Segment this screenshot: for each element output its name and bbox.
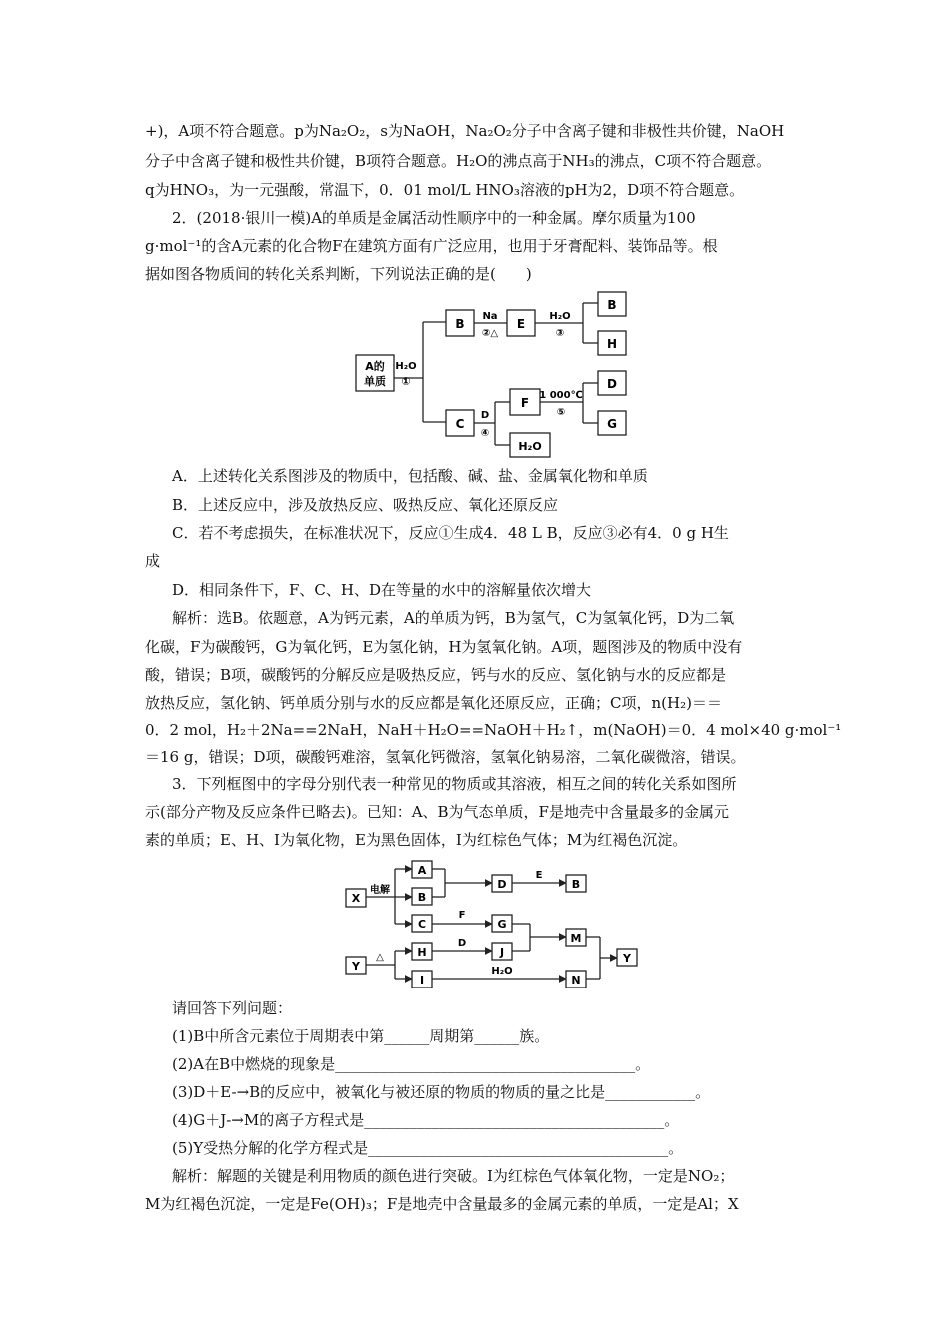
reagent-label: F [458,910,466,921]
text-line: 放热反应，氢化钠、钙单质分别与水的反应都是氧化还原反应，正确；C项，n(H₂)＝＝ [145,694,722,712]
option-a: A．上述转化关系图涉及的物质中，包括酸、碱、盐、金属氧化物和单质 [172,467,648,485]
sub-question-3: (3)D＋E-→B的反应中，被氧化与被还原的物质的物质的量之比是____________。 [172,1083,711,1101]
box-label: N [571,974,581,987]
box-label: C [455,417,465,431]
text-line: 0．2 mol，H₂＋2Na==2NaH，NaH＋H₂O==NaOH＋H₂↑，m(NaOH)＝0．4 mol×40 g·mol⁻¹ [145,721,842,739]
text-line: 示(部分产物及反应条件已略去)。已知：A、B为气态单质，F是地壳中含量最多的金属元 [145,803,729,821]
box-label: H₂O [518,440,542,453]
sub-question-1: (1)B中所含元素位于周期表中第______周期第______族。 [172,1027,550,1045]
text-line: 素的单质；E、H、I为氧化物，E为黑色固体，I为红棕色气体；M为红褐色沉淀。 [145,831,688,849]
option-d: D．相同条件下，F、C、H、D在等量的水中的溶解量依次增大 [172,581,592,599]
step-label: ②△ [481,328,499,339]
box-label: M [570,932,582,945]
box-label: Y [623,952,631,965]
step-label: ① [401,375,411,388]
box-label: 单质 [364,375,386,388]
question-3-stem: 3．下列框图中的字母分别代表一种常见的物质或其溶液，相互之间的转化关系如图所 [172,775,737,793]
box-label: H [606,337,618,351]
box-label: G [497,918,507,931]
text-line: ＝16 g，错误；D项，碳酸钙难溶，氢氧化钙微溶，氢氧化钠易溶，二氧化碳微溶，错误。 [145,748,746,766]
analysis: 解析：选B。依题意，A为钙元素，A的单质为钙，B为氢气，C为氢氧化钙，D为二氧 [172,609,735,627]
box-label: C [417,918,427,931]
reagent-label: D [480,410,490,421]
question-2-stem: 2．(2018·银川一模)A的单质是金属活动性顺序中的一种金属。摩尔质量为100 [172,209,696,227]
reagent-label: D [457,938,467,949]
box-label: H [417,946,427,959]
text-line: 成 [145,552,161,570]
box-label: J [499,946,505,959]
reaction-diagram-2 [340,856,650,988]
text-line: 分子中含离子键和极性共价键，B项符合题意。H₂O的沸点高于NH₃的沸点，C项不符合题意。 [145,152,772,170]
reagent-label: 电解 [370,885,390,896]
reagent-label: Na [482,311,498,322]
box-label: F [520,396,530,410]
reagent-label: 1 000℃ [539,390,583,401]
text-line: g·mol⁻¹的含A元素的化合物F在建筑方面有广泛应用，也用于牙膏配料、装饰品等。根 [145,237,718,255]
reagent-label: E [535,870,543,881]
reaction-diagram-1 [350,290,630,460]
box-label: X [351,892,361,905]
text-line: +)，A项不符合题意。p为Na₂O₂，s为NaOH，Na₂O₂分子中含离子键和非极性共价键，NaOH [145,122,785,140]
box-label: E [516,317,526,331]
box-label: A的 [365,360,385,373]
text-line: 化碳，F为碳酸钙，G为氧化钙，E为氢化钠，H为氢氧化钠。A项，题图涉及的物质中没有 [145,638,743,656]
option-c: C．若不考虑损失，在标准状况下，反应①生成4．48 L B，反应③必有4．0 g H生 [172,524,729,542]
box-label: Y [352,960,360,973]
text-line: q为HNO₃，为一元强酸，常温下，0．01 mol/L HNO₃溶液的pH为2，D项不符合题意。 [145,181,745,199]
box-label: B [455,317,465,331]
reagent-label: H₂O [549,311,571,322]
box-label: A [417,864,427,877]
sub-question-5: (5)Y受热分解的化学方程式是________________________________________。 [172,1139,684,1157]
step-label: ⑤ [556,407,566,418]
step-label: ④ [480,428,490,439]
box-label: B [571,878,581,891]
box-label: D [607,377,617,391]
reagent-label: H₂O [491,966,513,977]
box-label: B [607,298,617,312]
reagent-label: H₂O [395,361,417,372]
sub-question-4: (4)G＋J-→M的离子方程式是________________________________________。 [172,1111,680,1129]
prompt-line: 请回答下列问题： [172,999,293,1017]
sub-question-2: (2)A在B中燃烧的现象是________________________________________。 [172,1055,651,1073]
box-label: G [607,417,617,431]
box-label: I [419,974,425,987]
box-label: D [497,878,507,891]
step-label: ③ [555,328,565,339]
text-line: 酸，错误；B项，碳酸钙的分解反应是吸热反应，钙与水的反应、氢化钠与水的反应都是 [145,666,727,684]
box-label: B [417,891,427,904]
text-line: M为红褐色沉淀，一定是Fe(OH)₃；F是地壳中含量最多的金属元素的单质，一定是Al；X [145,1195,739,1213]
reagent-label: △ [376,952,384,963]
analysis: 解析：解题的关键是利用物质的颜色进行突破。I为红棕色气体氧化物，一定是NO₂； [172,1167,735,1185]
option-b: B．上述反应中，涉及放热反应、吸热反应、氧化还原反应 [172,496,559,514]
text-line: 据如图各物质间的转化关系判断，下列说法正确的是( ) [145,265,532,283]
